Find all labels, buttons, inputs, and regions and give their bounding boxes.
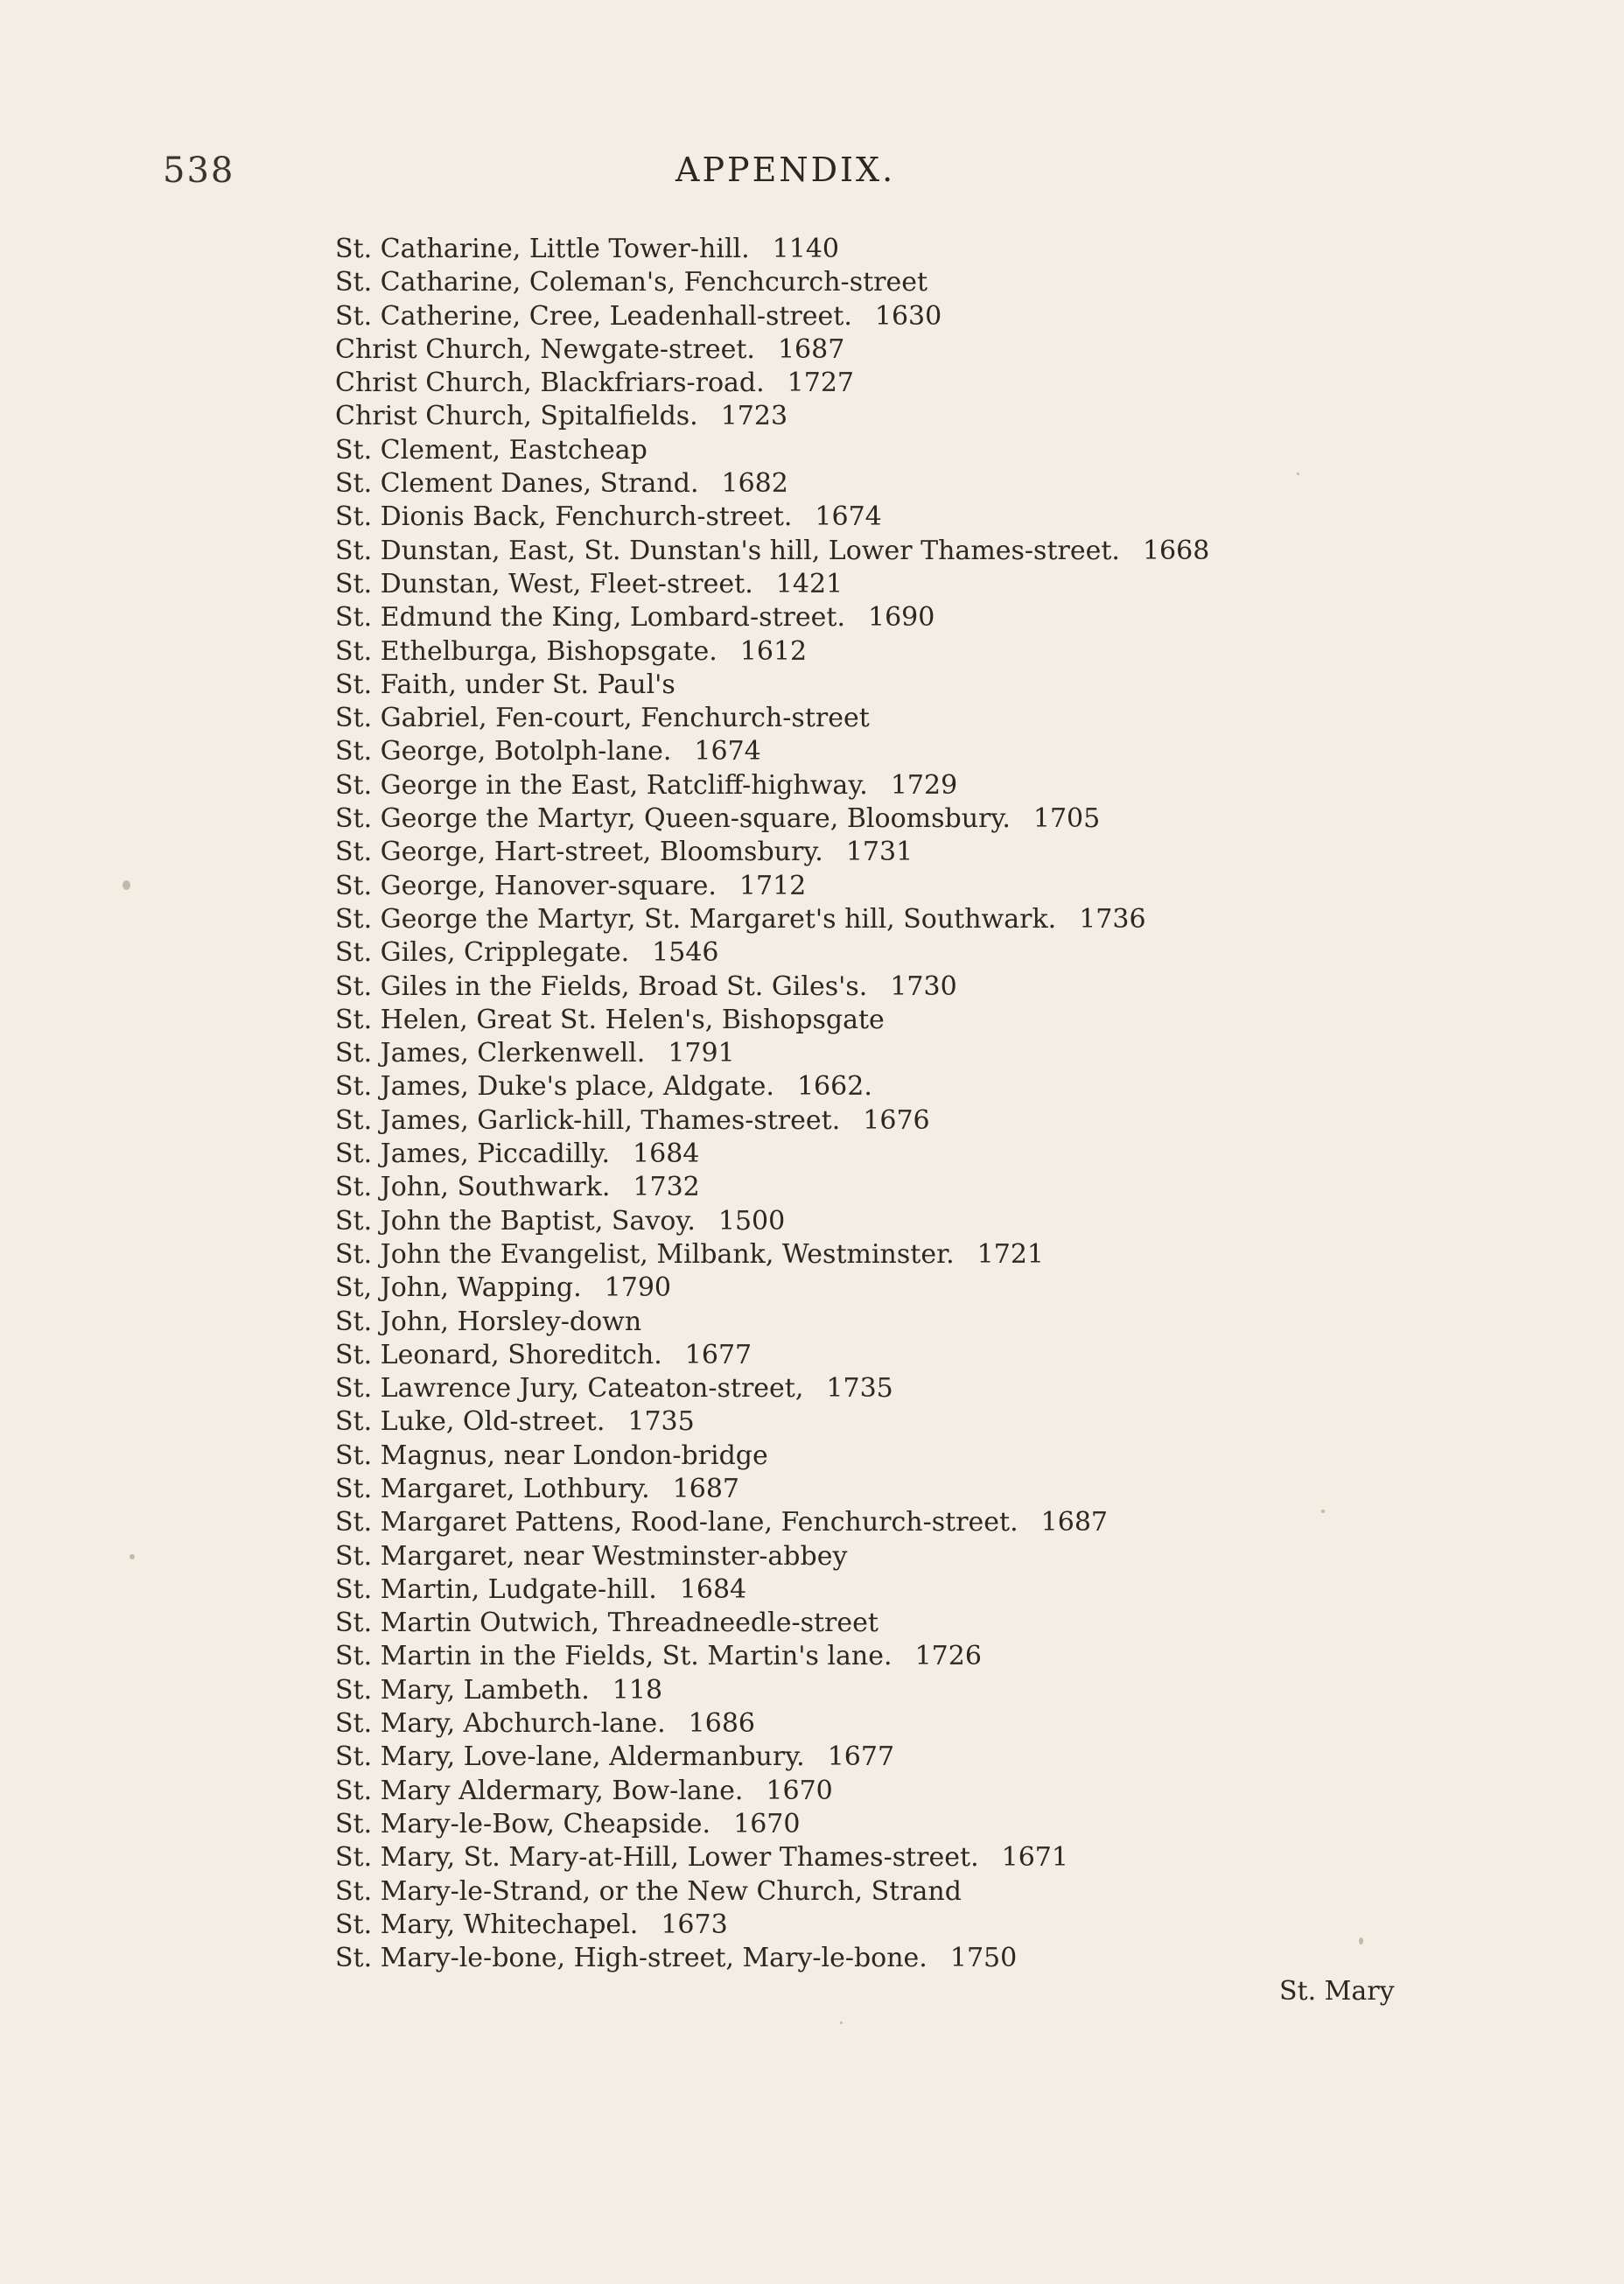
running-head: APPENDIX. (676, 151, 896, 189)
list-item (335, 970, 1578, 1004)
church-year: 1612 (739, 635, 808, 667)
list-item (335, 735, 1578, 768)
church-name: St. Margaret Pattens, Rood-lane, Fenchurch-street. (335, 1507, 1018, 1538)
church-name: St. Mary-le-Strand, or the New Church, Strand (335, 1875, 962, 1907)
church-name: St. Ethelburga, Bishopsgate. (335, 635, 718, 667)
church-name: St. James, Clerkenwell. (335, 1038, 646, 1069)
church-year: 1687 (672, 1473, 740, 1504)
list-item (335, 1909, 1578, 1942)
list-item (335, 1405, 1578, 1439)
list-item (335, 1540, 1578, 1573)
list-item (335, 1775, 1578, 1808)
church-name: St. Magnus, near London-bridge (335, 1440, 768, 1471)
church-name: St. Martin, Ludgate-hill. (335, 1573, 657, 1605)
church-list (335, 233, 1578, 1975)
church-name: St. Margaret, near Westminster-abbey (335, 1540, 848, 1572)
church-year: 1662. (796, 1071, 872, 1103)
church-year: 1750 (949, 1943, 1018, 1974)
church-name: St. John the Baptist, Savoy. (335, 1205, 696, 1237)
church-year: 1674 (694, 736, 761, 767)
list-item (335, 903, 1578, 936)
church-name: St. Gabriel, Fen-court, Fenchurch-street (335, 703, 870, 734)
church-name: St. Mary, Abchurch-lane. (335, 1708, 666, 1740)
church-year: 1684 (633, 1138, 700, 1170)
church-year: 1421 (775, 568, 844, 599)
church-year: 1729 (890, 769, 958, 801)
church-year: 1730 (890, 970, 957, 1002)
church-name: St. Margaret, Lothbury. (335, 1473, 650, 1504)
list-item (335, 1440, 1578, 1473)
list-item (335, 1339, 1578, 1372)
church-name: St. Mary, St. Mary-at-Hill, Lower Thames-street. (335, 1842, 979, 1874)
church-year: 1682 (721, 468, 788, 500)
church-year: 1736 (1079, 903, 1146, 935)
church-name: St. Clement, Eastcheap (335, 434, 648, 466)
church-name: St. Faith, under St. Paul's (335, 669, 676, 700)
list-item (335, 1372, 1578, 1405)
church-name: St. Giles in the Fields, Broad St. Giles's. (335, 970, 868, 1002)
list-item (335, 333, 1578, 367)
church-name: St. James, Piccadilly. (335, 1138, 611, 1170)
list-item (335, 434, 1578, 467)
church-name: St. Clement Danes, Strand. (335, 468, 699, 500)
church-name: St. Edmund the King, Lombard-street. (335, 602, 845, 634)
church-name: St. Mary, Lambeth. (335, 1674, 590, 1706)
list-item (335, 1506, 1578, 1539)
church-name: St. Martin Outwich, Threadneedle-street (335, 1608, 878, 1639)
church-year: 1791 (668, 1038, 735, 1069)
list-item (335, 1640, 1578, 1673)
list-item (335, 1272, 1578, 1305)
list-item (335, 1104, 1578, 1138)
church-name: Christ Church, Spitalfields. (335, 401, 698, 432)
list-item (335, 1171, 1578, 1204)
list-item (335, 669, 1578, 702)
church-name: St. Mary-le-Bow, Cheapside. (335, 1808, 711, 1839)
list-item (335, 1573, 1578, 1607)
church-name: Christ Church, Newgate-street. (335, 333, 755, 365)
list-item (335, 467, 1578, 501)
list-item (335, 233, 1578, 266)
list-item (335, 836, 1578, 869)
list-item (335, 400, 1578, 433)
church-year: 1735 (826, 1373, 893, 1405)
church-name: St. George in the East, Ratcliff-highway. (335, 769, 868, 801)
list-item (335, 769, 1578, 802)
list-item (335, 367, 1578, 400)
church-year: 1500 (718, 1205, 786, 1237)
church-year: 1732 (633, 1172, 700, 1203)
list-item (335, 635, 1578, 669)
church-year: 1790 (604, 1272, 672, 1304)
list-item (335, 1205, 1578, 1238)
church-year: 1676 (863, 1104, 930, 1136)
church-name: St. James, Garlick-hill, Thames-street. (335, 1104, 841, 1136)
church-year: 1674 (815, 501, 882, 533)
church-name: St. George, Botolph-lane. (335, 736, 672, 767)
church-name: St. Mary, Love-lane, Aldermanbury. (335, 1741, 805, 1773)
list-item (335, 702, 1578, 735)
church-year: 1684 (679, 1573, 747, 1605)
list-item (335, 1607, 1578, 1640)
church-year: 118 (612, 1674, 663, 1706)
church-name: St. Dionis Back, Fenchurch-street. (335, 501, 793, 533)
list-item (335, 1138, 1578, 1171)
church-name: St. Mary, Whitechapel. (335, 1909, 639, 1940)
church-name: St. Luke, Old-street. (335, 1406, 606, 1438)
church-name: St. Dunstan, East, St. Dunstan's hill, Lower Thames-street. (335, 535, 1120, 566)
church-name: St. Martin in the Fields, St. Martin's lane. (335, 1641, 892, 1672)
list-item (335, 601, 1578, 634)
church-year: 1712 (738, 870, 807, 901)
church-name: St. George, Hart-street, Bloomsbury. (335, 837, 823, 868)
church-year: 1721 (976, 1238, 1045, 1270)
list-item (335, 1808, 1578, 1841)
list-item (335, 1942, 1578, 1975)
church-name: St. John, Horsley-down (335, 1306, 642, 1337)
church-name: St. Helen, Great St. Helen's, Bishopsgate (335, 1004, 885, 1035)
church-name: St. George the Martyr, Queen-square, Bloomsbury. (335, 803, 1011, 835)
church-name: St. Mary-le-bone, High-street, Mary-le-bone. (335, 1943, 928, 1974)
church-year: 1668 (1142, 535, 1210, 566)
church-year: 1670 (733, 1808, 801, 1839)
church-name: St. Catharine, Coleman's, Fenchcurch-street (335, 267, 928, 298)
church-year: 1731 (845, 837, 914, 868)
list-item (335, 568, 1578, 601)
church-year: 1670 (766, 1775, 833, 1806)
church-name: St. George, Hanover-square. (335, 870, 717, 901)
church-year: 1687 (777, 333, 845, 365)
church-name: St. John, Southwark. (335, 1172, 611, 1203)
list-item (335, 802, 1578, 836)
church-year: 1140 (772, 234, 840, 264)
church-name: St. John the Evangelist, Milbank, Westminster. (335, 1238, 955, 1270)
church-year: 1735 (627, 1406, 695, 1438)
church-year: 1671 (1001, 1842, 1068, 1874)
church-name: St. James, Duke's place, Aldgate. (335, 1071, 774, 1103)
list-item (335, 1674, 1578, 1707)
church-year: 1723 (720, 401, 788, 432)
church-year: 1677 (684, 1339, 752, 1370)
list-item (335, 1741, 1578, 1774)
church-name: St. Giles, Cripplegate. (335, 937, 630, 969)
list-item (335, 501, 1578, 534)
church-year: 1677 (827, 1741, 895, 1773)
church-year: 1630 (874, 300, 942, 332)
list-item (335, 1841, 1578, 1874)
church-name: St. Catharine, Little Tower-hill. (335, 234, 750, 264)
church-year: 1687 (1040, 1507, 1109, 1538)
church-name: St, John, Wapping. (335, 1272, 582, 1304)
list-item (335, 1238, 1578, 1272)
church-year: 1690 (867, 602, 935, 634)
list-item (335, 300, 1578, 333)
list-item (335, 1070, 1578, 1103)
church-year: 1546 (652, 937, 719, 969)
list-item (335, 870, 1578, 903)
church-year: 1673 (661, 1909, 728, 1940)
list-item (335, 1037, 1578, 1070)
church-year: 1726 (914, 1641, 982, 1672)
church-name: St. Dunstan, West, Fleet-street. (335, 568, 753, 599)
church-name: St. Lawrence Jury, Cateaton-street, (335, 1373, 804, 1405)
church-name: St. George the Martyr, St. Margaret's hill, Southwark. (335, 903, 1057, 935)
church-name: Christ Church, Blackfriars-road. (335, 368, 765, 399)
list-item (335, 936, 1578, 970)
list-item (335, 535, 1578, 568)
church-name: St. Leonard, Shoreditch. (335, 1339, 662, 1370)
list-item (335, 1004, 1578, 1037)
church-year: 1705 (1032, 803, 1101, 835)
church-year: 1686 (688, 1708, 756, 1740)
catchword: St. Mary (1279, 1976, 1395, 2007)
list-item (335, 1707, 1578, 1741)
list-item (335, 1306, 1578, 1339)
list-item (335, 1875, 1578, 1909)
church-year: 1727 (787, 368, 855, 399)
list-item (335, 1473, 1578, 1506)
church-name: St. Catherine, Cree, Leadenhall-street. (335, 300, 852, 332)
church-name: St. Mary Aldermary, Bow-lane. (335, 1775, 744, 1806)
page-number: 538 (163, 151, 235, 191)
list-item (335, 266, 1578, 299)
